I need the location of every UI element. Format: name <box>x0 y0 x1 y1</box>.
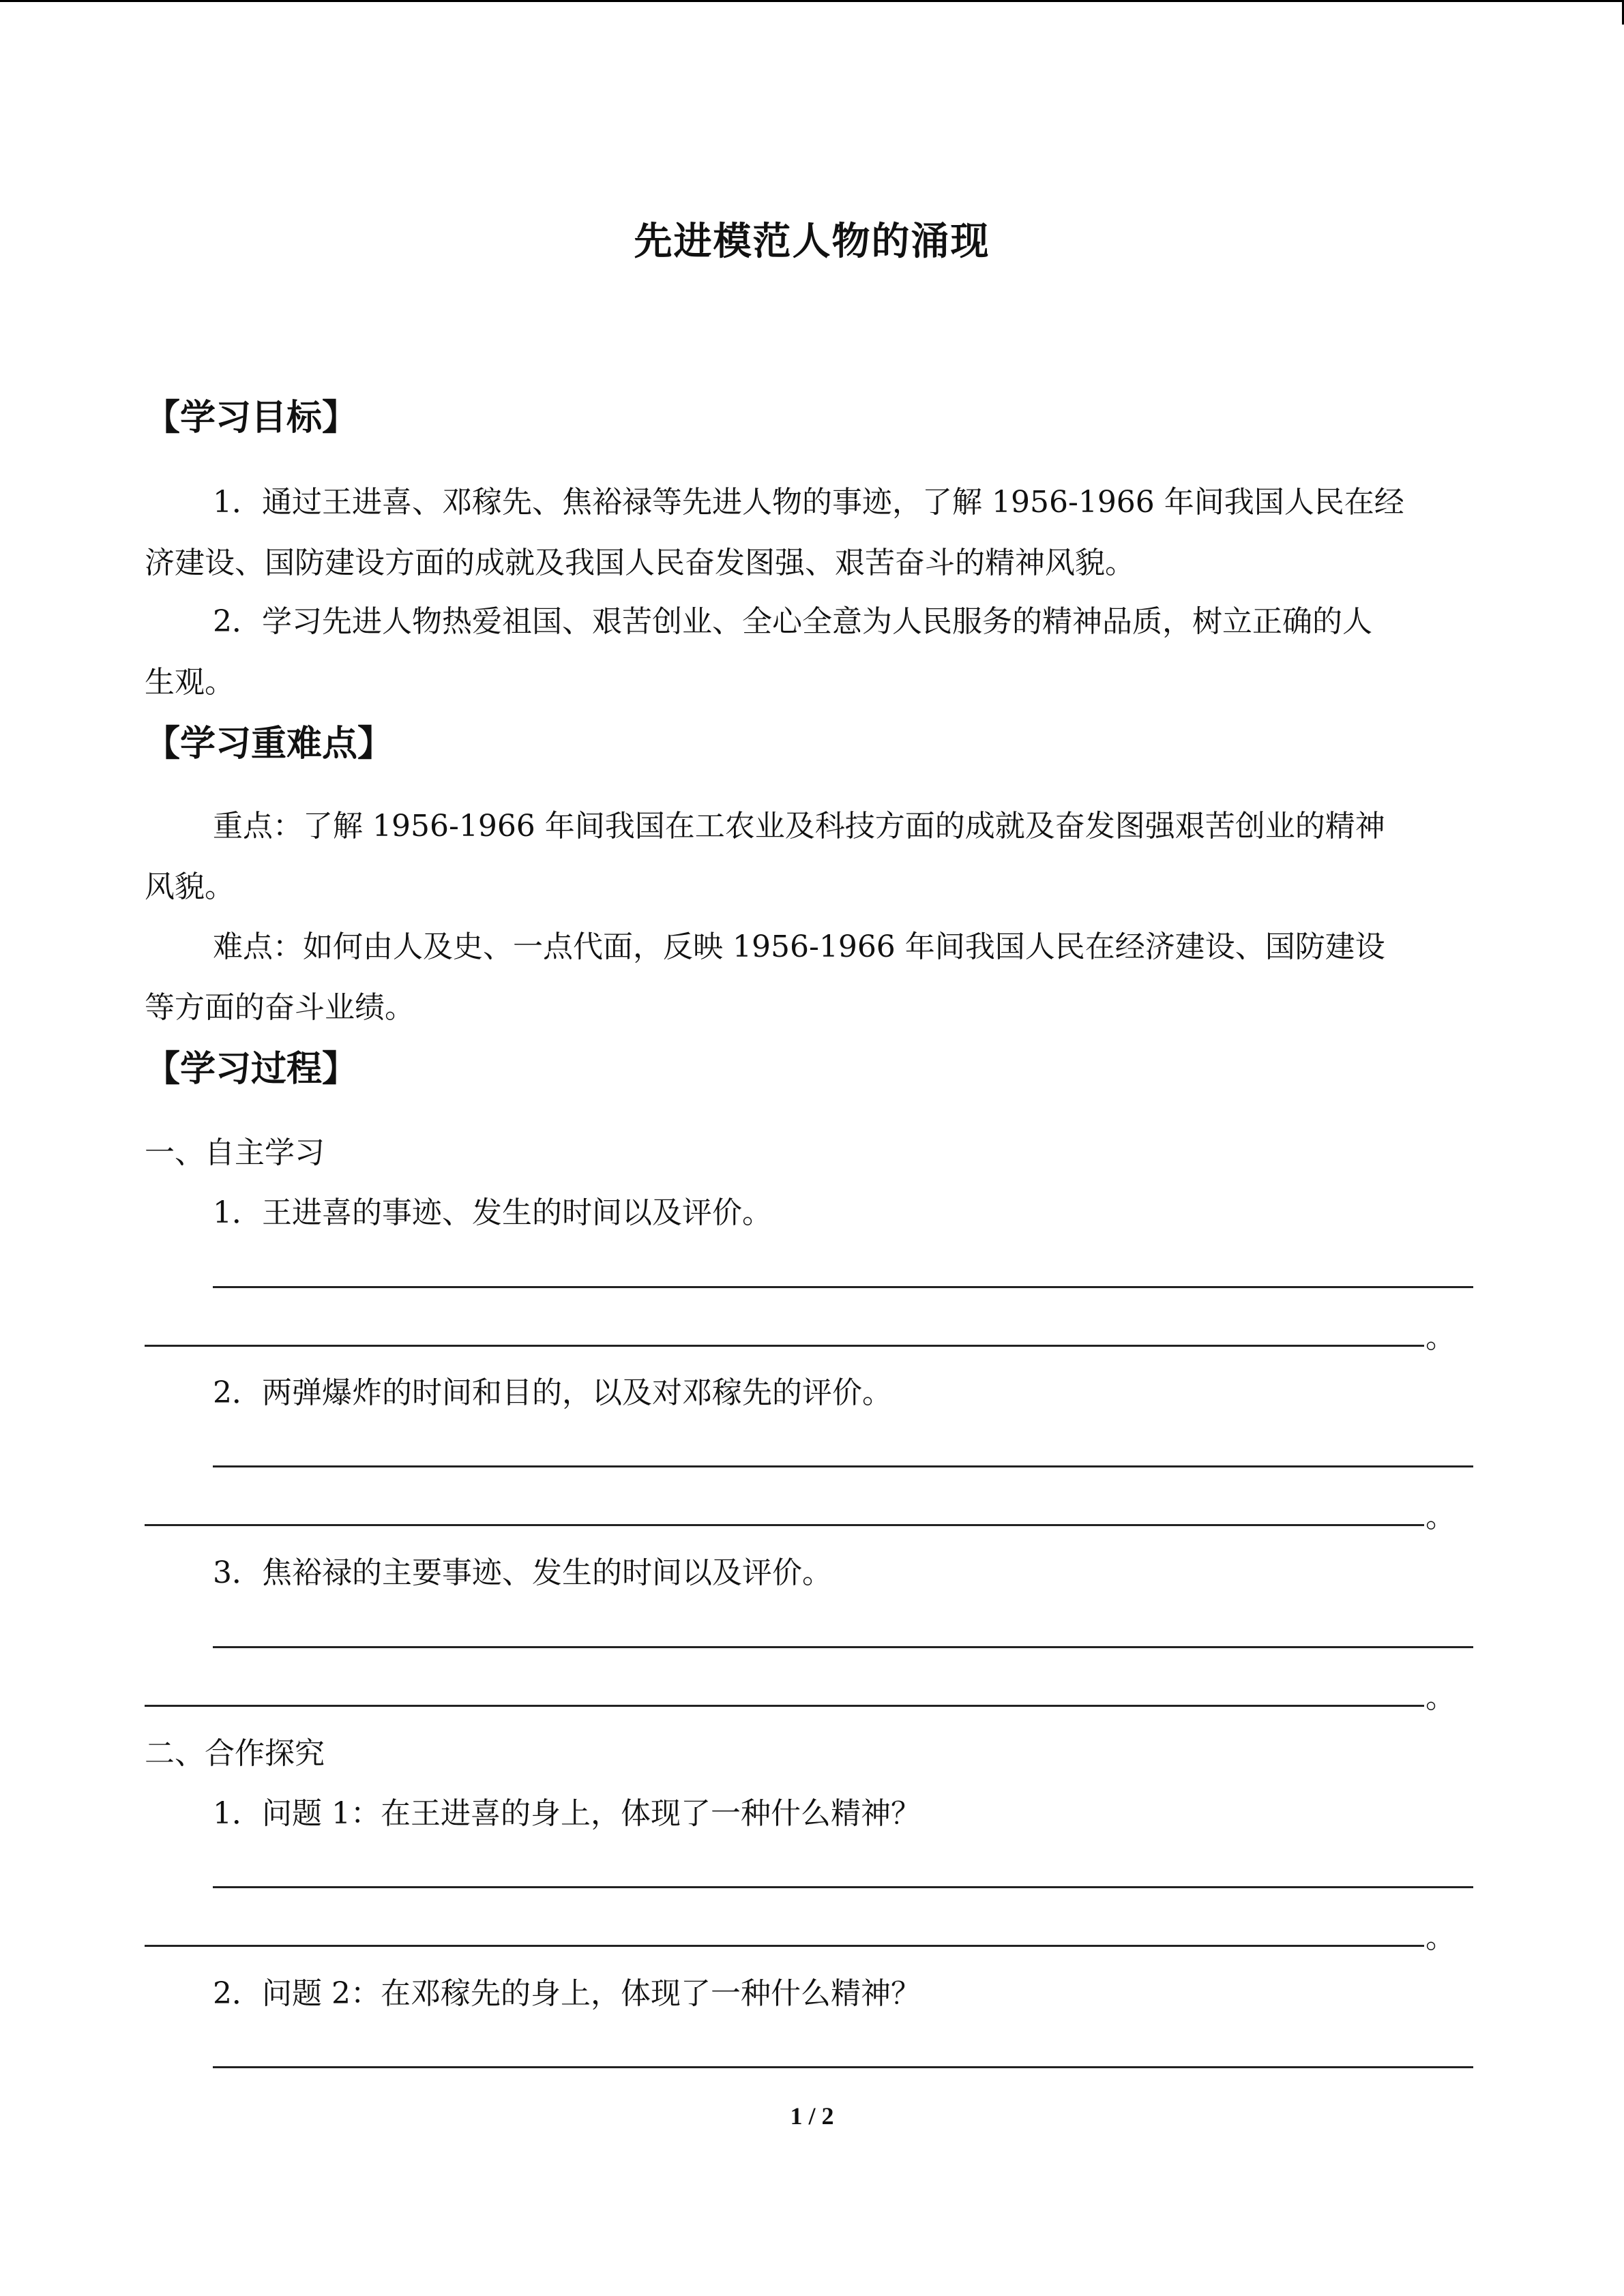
answer-line <box>213 1886 1473 1888</box>
heading-learning-goals: 【学习目标】 <box>145 398 358 438</box>
part-cooperation-label: 二、合作探究 <box>145 1736 325 1771</box>
answer-line <box>145 1945 1424 1947</box>
goal-2-line2: 生观。 <box>145 665 235 700</box>
key-point-line1: 重点：了解 1956-1966 年间我国在工农业及科技方面的成就及奋发图强艰苦创业的精神 <box>213 809 1385 844</box>
heading-key-points: 【学习重难点】 <box>145 724 394 764</box>
key-point-line2: 风貌。 <box>145 869 235 904</box>
answer-line <box>145 1524 1424 1526</box>
self-study-question-1: 1．王进喜的事迹、发生的时间以及评价。 <box>213 1195 772 1230</box>
cooperation-question-1: 1．问题 1：在王进喜的身上，体现了一种什么精神？ <box>213 1796 921 1831</box>
difficult-point-line1: 难点：如何由人及史、一点代面，反映 1956-1966 年间我国人民在经济建设、国防建设 <box>213 929 1385 964</box>
answer-line <box>213 2066 1473 2068</box>
end-mark: 。 <box>1426 1500 1456 1534</box>
end-mark: 。 <box>1426 1920 1456 1955</box>
answer-line <box>145 1705 1424 1707</box>
difficult-point-line2: 等方面的奋斗业绩。 <box>145 990 415 1025</box>
goal-2-line1: 2．学习先进人物热爱祖国、艰苦创业、全心全意为人民服务的精神品质，树立正确的人 <box>213 604 1372 639</box>
answer-line <box>213 1286 1473 1288</box>
page-number: 1 / 2 <box>790 2102 834 2130</box>
heading-learning-process: 【学习过程】 <box>145 1049 358 1090</box>
end-mark: 。 <box>1426 1680 1456 1715</box>
self-study-question-2: 2．两弹爆炸的时间和目的，以及对邓稼先的评价。 <box>213 1375 892 1410</box>
answer-line <box>145 1345 1424 1347</box>
goal-1-line1: 1．通过王进喜、邓稼先、焦裕禄等先进人物的事迹，了解 1956-1966 年间我国人民在经 <box>213 485 1404 520</box>
answer-line <box>213 1465 1473 1467</box>
answer-line <box>213 1646 1473 1648</box>
end-mark: 。 <box>1426 1320 1456 1355</box>
self-study-question-3: 3．焦裕禄的主要事迹、发生的时间以及评价。 <box>213 1555 832 1590</box>
part-self-study-label: 一、自主学习 <box>145 1135 325 1170</box>
goal-1-line2: 济建设、国防建设方面的成就及我国人民奋发图强、艰苦奋斗的精神风貌。 <box>145 546 1135 580</box>
document-title: 先进模范人物的涌现 <box>634 220 990 264</box>
cooperation-question-2: 2．问题 2：在邓稼先的身上，体现了一种什么精神？ <box>213 1976 921 2011</box>
page-top-border <box>0 0 1624 2</box>
